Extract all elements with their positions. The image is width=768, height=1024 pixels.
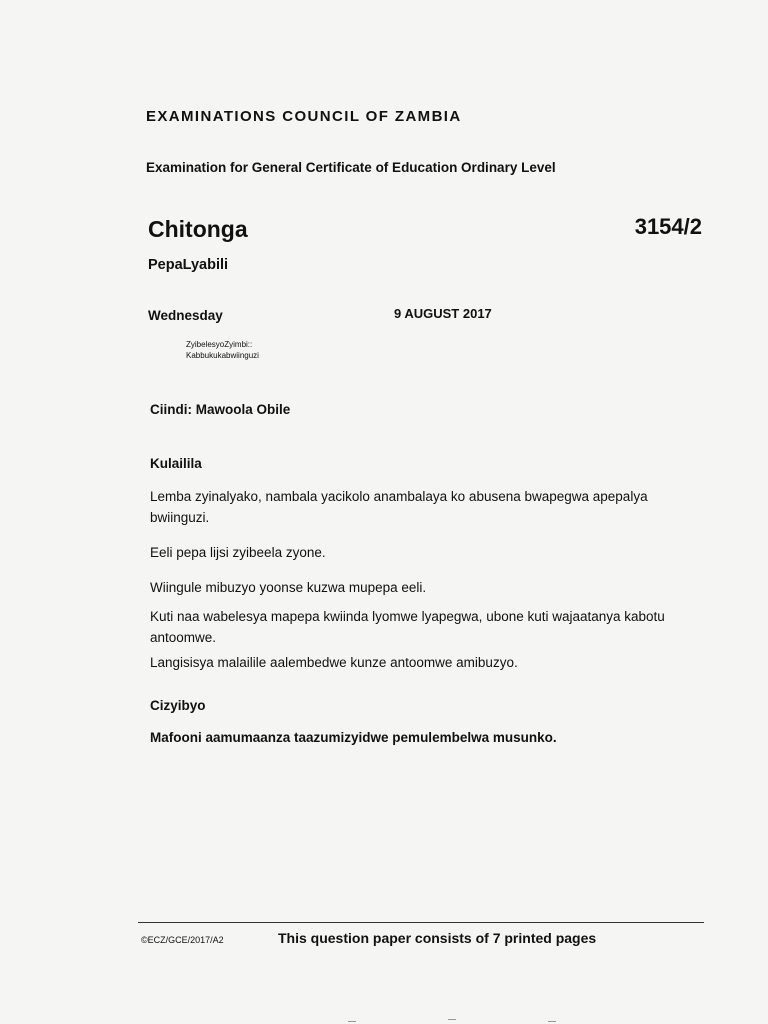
information-note: Mafooni aamumaanza taazumizyidwe pemulembelwa musunko. [150, 730, 557, 745]
instruction-item: Langisisya malailile aalembedwe kunze antoomwe amibuzyo. [150, 655, 518, 670]
subject-name: Chitonga [148, 216, 248, 242]
materials-line-2: Kabbukukabwiinguzi [186, 351, 259, 360]
scan-mark [348, 1021, 356, 1022]
instruction-item: Wiingule mibuzyo yoonse kuzwa mupepa eeli. [150, 580, 427, 595]
materials-line-1: ZyibelesyoZyimbi:: [186, 340, 253, 349]
exam-date: 9 AUGUST 2017 [394, 306, 492, 321]
footer-code: ©ECZ/GCE/2017/A2 [141, 935, 224, 945]
time-allowed: Ciindi: Mawoola Obile [150, 402, 291, 417]
scan-mark [448, 1019, 456, 1020]
exam-day: Wednesday [148, 308, 223, 323]
paper-number: PepaLyabili [148, 257, 229, 273]
instruction-item: Kuti naa wabelesya mapepa kwiinda lyomwe lyapegwa, ubone kuti wajaatanya kabotu antoomwe. [150, 609, 665, 645]
paper-code: 3154/2 [634, 214, 702, 239]
council-name: EXAMINATIONS COUNCIL OF ZAMBIA [146, 108, 462, 125]
instruction-item: Eeli pepa lijsi zyibeela zyone. [150, 545, 326, 560]
exam-title: Examination for General Certificate of Education Ordinary Level [146, 160, 556, 175]
additional-materials [186, 339, 259, 361]
information-heading: Cizyibyo [150, 698, 206, 713]
instructions-heading: Kulailila [150, 456, 202, 471]
footer-divider [138, 922, 704, 923]
scan-mark [548, 1021, 556, 1022]
instruction-item: Lemba zyinalyako, nambala yacikolo anambalaya ko abusena bwapegwa apepalya bwiinguzi. [150, 489, 648, 525]
page-count-note: This question paper consists of 7 printed pages [278, 930, 597, 946]
